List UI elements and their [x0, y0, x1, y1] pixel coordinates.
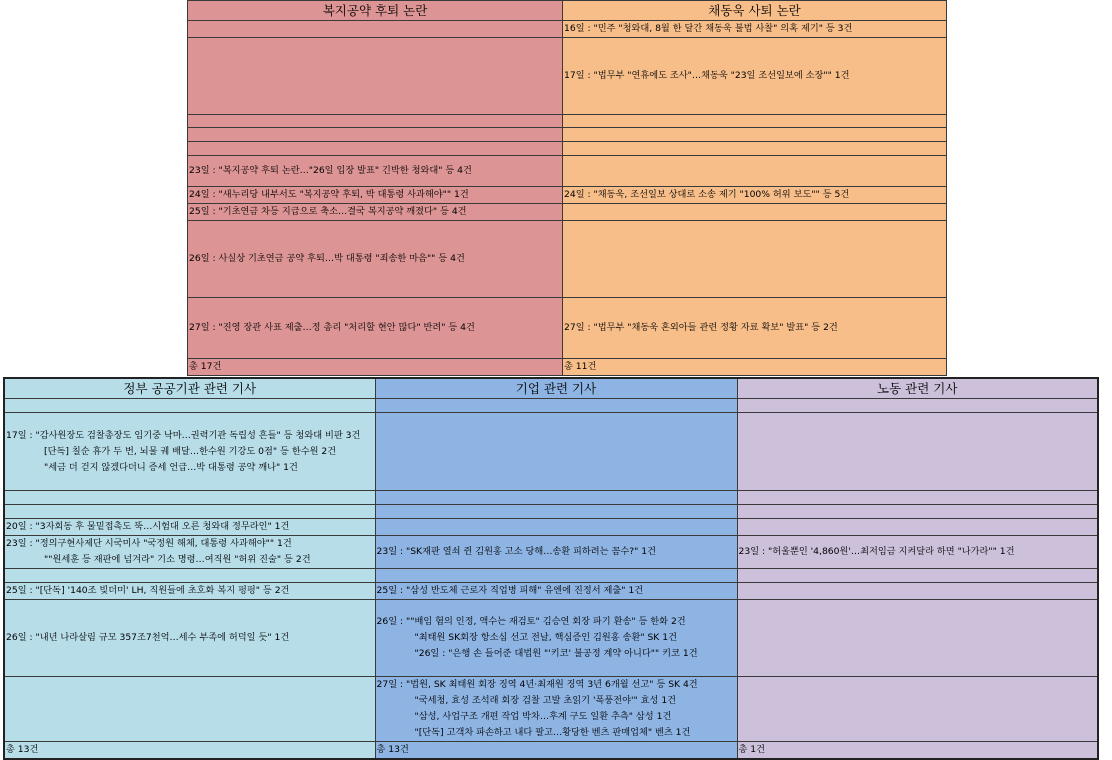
corp-26-sub: "26일 : "은행 손 들어준 대법원 "'키코' 불공정 계약 아니다"" 키코 1건: [414, 648, 698, 659]
corp-26-sub: "최태원 SK회장 항소심 선고 전날, 핵심증인 김원홍 송환" SK 1건: [414, 632, 677, 643]
header-welfare: 복지공약 후퇴 논란: [188, 1, 563, 21]
cell-welfare: 25일 : "기초연금 차등 지급으로 축소…결국 복지공약 깨졌다" 등 4건: [188, 204, 563, 221]
cell-chae: 17일 : "법무부 "연휴에도 조사"…채동욱 "23일 조선일보에 소장"" 1건: [563, 38, 947, 115]
total-welfare: 총 17건: [188, 359, 563, 376]
cell-government: [4, 505, 375, 519]
header-government: 정부 공공기관 관련 기사: [4, 378, 375, 399]
header-corporate: 기업 관련 기사: [375, 378, 737, 399]
total-corporate: 총 13건: [375, 742, 737, 760]
cell-labor: [737, 600, 1098, 677]
cell-chae: [563, 221, 947, 298]
cell-labor: [737, 583, 1098, 600]
cell-welfare: 26일 : 사실상 기초연금 공약 후퇴…박 대통령 "죄송한 마음"" 등 4건: [188, 221, 563, 298]
cell-welfare: [188, 142, 563, 156]
cell-government: [4, 677, 375, 742]
cell-government: 20일 : "3자회동 후 물밑접촉도 뚝…시험대 오른 청와대 정무라인" 1건: [4, 519, 375, 536]
gov-17-sub: "세금 더 걷지 않겠다더니 증세 언급…박 대통령 공약 깨나" 1건: [44, 461, 298, 473]
cell-welfare: 24일 : "새누리당 내부서도 "복지공약 후퇴, 박 대통령 사과해야"" 1건: [188, 187, 563, 204]
gov-23-sub: ""원세훈 등 재판에 넘겨라" 기소 명령…여직원 "허위 진술" 등 2건: [44, 554, 311, 565]
cell-labor: [737, 569, 1098, 583]
cell-government: 26일 : "내년 나라살림 규모 357조7천억…세수 부족에 허덕일 듯" 1건: [4, 600, 375, 677]
cell-welfare: [188, 21, 563, 38]
cell-welfare: 23일 : "복지공약 후퇴 논란…"26일 입장 발표" 긴박한 청와대" 등 4건: [188, 156, 563, 187]
cell-corporate: [375, 491, 737, 505]
cell-government: [4, 491, 375, 505]
header-chae: 채동욱 사퇴 논란: [563, 1, 947, 21]
cell-welfare: [188, 115, 563, 128]
corp-27-sub: "국세청, 효성 조석래 회장 검찰 고발 초읽기 '폭풍전야'" 효성 1건: [414, 695, 677, 706]
cell-chae: 27일 : "법무부 "채동욱 혼외아들 관련 정황 자료 확보" 발표" 등 2건: [563, 298, 947, 359]
total-labor: 총 1건: [737, 742, 1098, 760]
cell-corporate: [375, 399, 737, 413]
total-chae: 총 11건: [563, 359, 947, 376]
cell-corporate: 23일 : "SK재판 열쇠 쥔 김원홍 고소 당해…송환 피하려는 꼼수?" 1건: [375, 536, 737, 569]
cell-chae: [563, 204, 947, 221]
cell-chae: [563, 142, 947, 156]
header-labor: 노동 관련 기사: [737, 378, 1098, 399]
cell-labor: 23일 : "허울뿐인 '4,860원'…최저임금 지켜달라 하면 "나가라"" 1건: [737, 536, 1098, 569]
corp-27-sub: "삼성, 사업구조 개편 작업 박차…후계 구도 일환 추측" 삼성 1건: [414, 711, 672, 722]
cell-corporate: [375, 413, 737, 491]
cell-labor: [737, 491, 1098, 505]
cell-labor: [737, 519, 1098, 536]
cell-chae: 24일 : "채동욱, 조선일보 상대로 소송 제기 "100% 허위 보도"" 등 5건: [563, 187, 947, 204]
cell-labor: [737, 505, 1098, 519]
corp-27-main: 27일 : "법원, SK 최태원 회장 징역 4년·최재원 징역 3년 6개월 선고" 등 SK 4건: [376, 679, 698, 690]
cell-corporate: [375, 505, 737, 519]
total-government: 총 13건: [4, 742, 375, 760]
cell-labor: [737, 677, 1098, 742]
cell-chae: [563, 128, 947, 142]
cell-government: [4, 536, 375, 569]
cell-chae: [563, 156, 947, 187]
corp-27-sub: "[단독] 고객차 파손하고 내다 팔고…황당한 벤츠 판매업체" 벤츠 1건: [414, 727, 691, 738]
gov-corp-labor-table: [3, 377, 1099, 760]
cell-corporate: [375, 569, 737, 583]
cell-welfare: [188, 128, 563, 142]
cell-chae: [563, 115, 947, 128]
cell-government: [4, 399, 375, 413]
cell-government: 25일 : "[단독] '140조 빚더미' LH, 직원들에 초호화 복지 펑펑" 등 2건: [4, 583, 375, 600]
cell-labor: [737, 413, 1098, 491]
cell-government: [4, 569, 375, 583]
gov-23-main: 23일 : "정의구현사제단 시국미사 "국정원 해체, 대통령 사과해야"" 1건: [6, 538, 292, 549]
gov-17-main: 17일 : "감사원장도 검찰총장도 임기중 낙마…권력기관 독립성 흔들" 등 청와대 비판 3건: [6, 429, 361, 441]
cell-government: [4, 413, 375, 491]
corp-26-main: 26일 : ""배임 혐의 인정, 액수는 재검토" 김승연 회장 파기 환송" 등 한화 2건: [376, 616, 686, 627]
cell-labor: [737, 399, 1098, 413]
cell-corporate: [375, 600, 737, 677]
cell-corporate: [375, 519, 737, 536]
cell-corporate: [375, 677, 737, 742]
cell-welfare: [188, 38, 563, 115]
gov-17-sub: [단독] 칠순 휴가 두 번, 뇌물 궤 배달…한수원 기강도 0점" 등 한수원 2건: [44, 445, 337, 457]
welfare-chae-table: [187, 0, 947, 376]
cell-corporate: 25일 : "삼성 반도체 근로자 직업병 피해" 유엔에 진정서 제출" 1건: [375, 583, 737, 600]
cell-chae: 16일 : "민주 "청와대, 8월 한 달간 채동욱 불법 사찰" 의혹 제기" 등 3건: [563, 21, 947, 38]
cell-welfare: 27일 : "진영 장관 사표 제출…정 총리 "처리할 현안 많다" 반려" 등 4건: [188, 298, 563, 359]
